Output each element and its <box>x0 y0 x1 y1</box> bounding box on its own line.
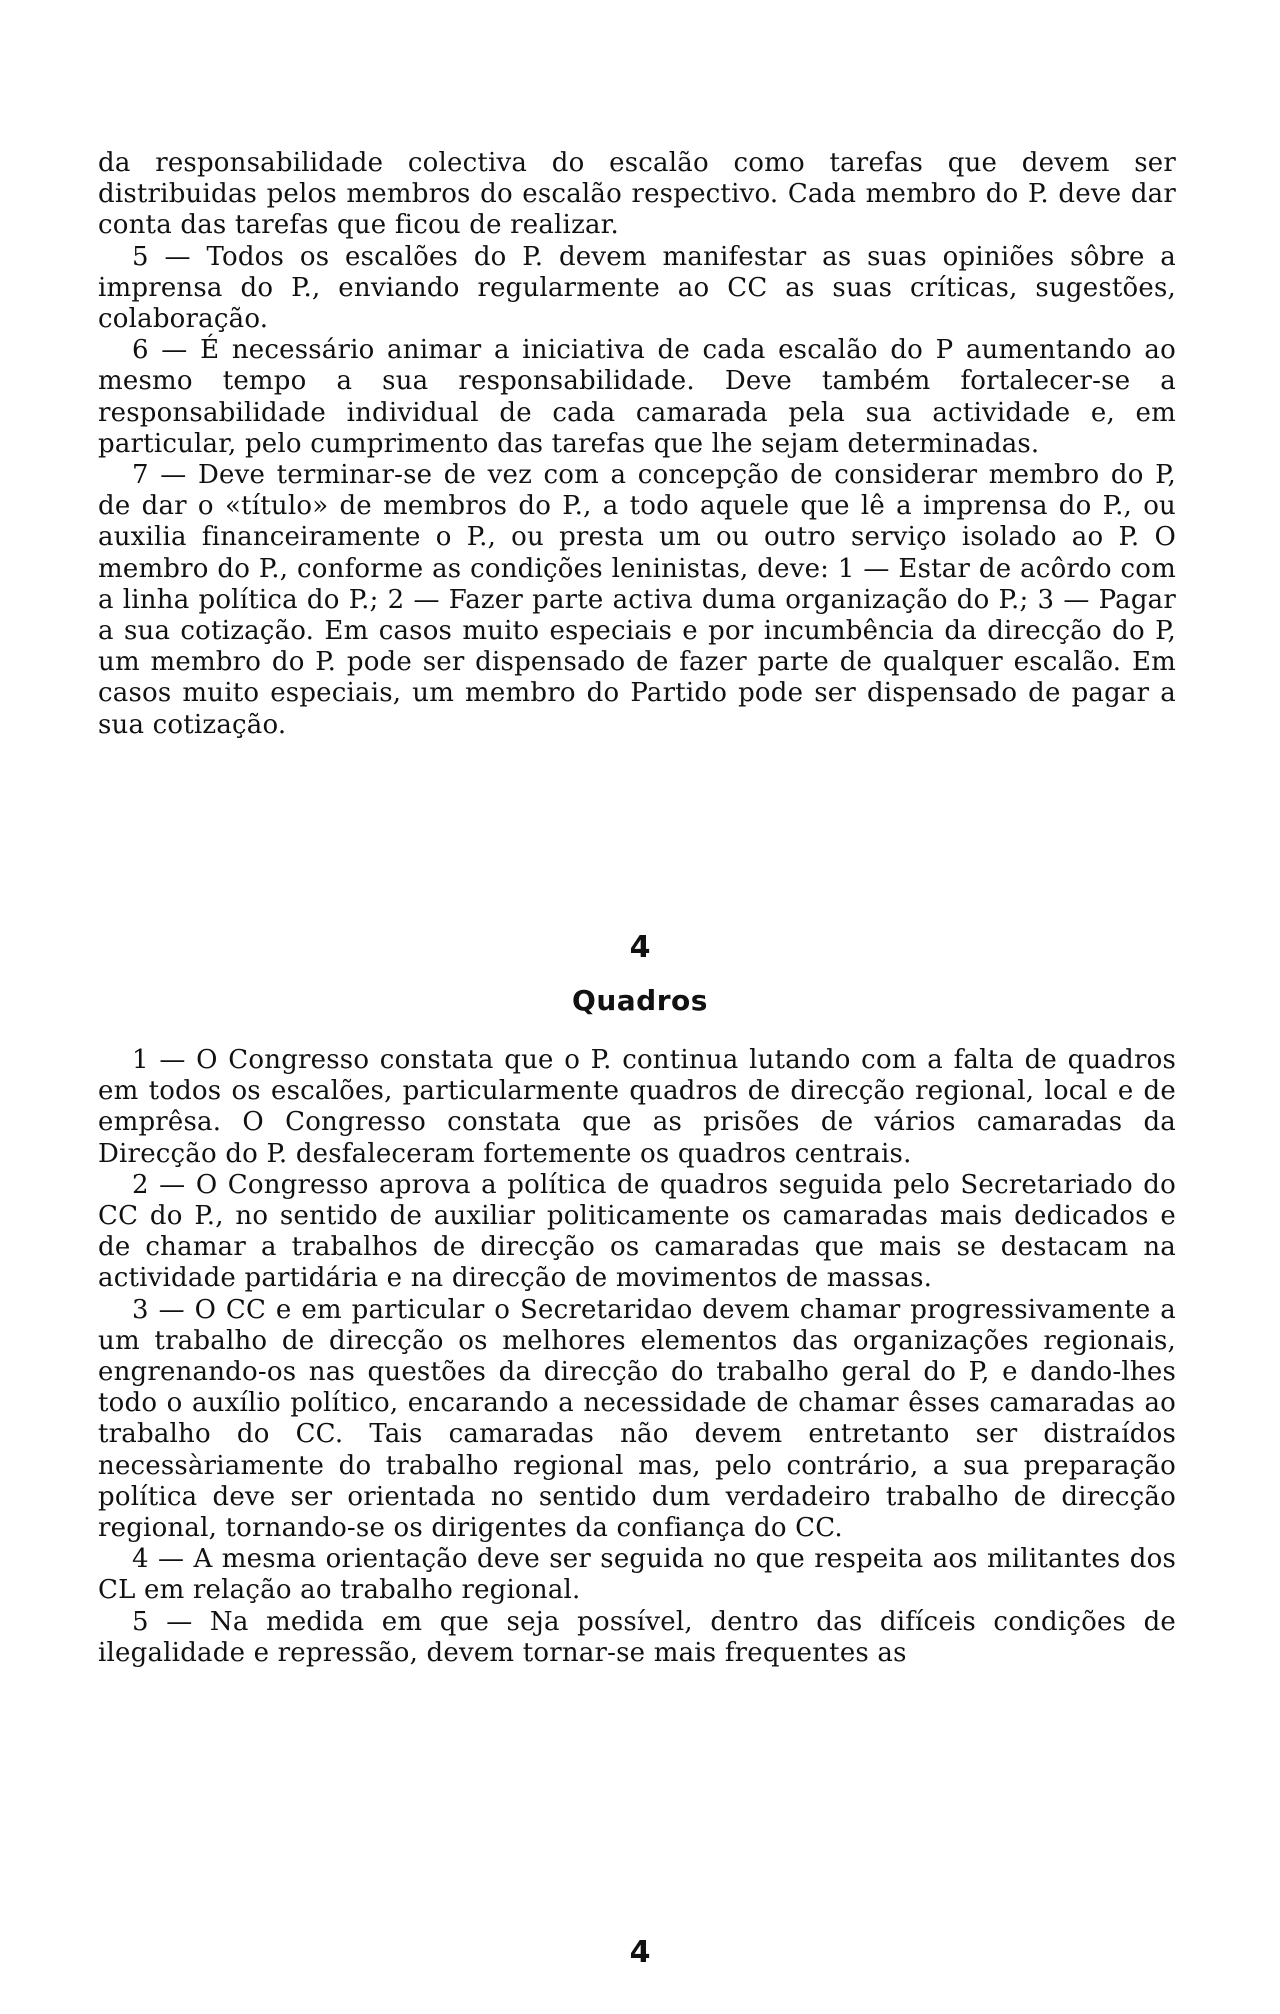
paragraph-quadros-2: 2 — O Congresso aprova a política de quadros seguida pelo Secretariado do CC do P., no sentido de auxiliar politicamente os camaradas mais dedicados e de chamar a trabalhos de direcção os camaradas que mais se destacam na actividade partidária e na direcção de movimentos de massas. <box>98 1169 1176 1294</box>
paragraph-item-5: 5 — Todos os escalões do P. devem manifestar as suas opiniões sôbre a imprensa do P., enviando regularmente ao CC as suas críticas, sugestões, colaboração. <box>98 241 1176 335</box>
paragraph-item-7: 7 — Deve terminar-se de vez com a concepção de considerar membro do P, de dar o «título» de membros do P., a todo aquele que lê a imprensa do P., ou auxilia financeiramente o P., ou presta um ou outro serviço isolado ao P. O membro do P., conforme as condições leninistas, deve: 1 — Estar de acôrdo com a linha política do P.; 2 — Fazer parte activa duma organização do P.; 3 — Pagar a sua cotização. Em casos muito especiais e por incumbência da direcção do P, um membro do P. pode ser dispensado de fazer parte de qualquer escalão. Em casos muito especiais, um membro do Partido pode ser dispensado de pagar a sua cotização. <box>98 460 1176 740</box>
paragraph-continuation: da responsabilidade colectiva do escalão como tarefas que devem ser distribuidas pelos membros do escalão respectivo. Cada membro do P. deve dar conta das tarefas que ficou de realizar. <box>98 148 1176 241</box>
body-text-bottom <box>98 1045 1176 1669</box>
paragraph-quadros-5: 5 — Na medida em que seja possível, dentro das difíceis condições de ilegalidade e repressão, devem tornar-se mais frequentes as <box>98 1606 1176 1668</box>
body-text-top <box>98 148 1176 741</box>
section-title: Quadros <box>572 984 708 1017</box>
paragraph-quadros-1: 1 — O Congresso constata que o P. continua lutando com a falta de quadros em todos os escalões, particularmente quadros de direcção regional, local e de emprêsa. O Congresso constata que as prisões de vários camaradas da Direcção do P. desfaleceram fortemente os quadros centrais. <box>98 1045 1176 1169</box>
section-number: 4 <box>629 930 651 965</box>
page-number: 4 <box>629 1935 651 1970</box>
paragraph-quadros-3: 3 — O CC e em particular o Secretaridao devem chamar progressivamente a um trabalho de direcção os melhores elementos das organizações regionais, engrenando-os nas questões da direcção do trabalho geral do P, e dando-lhes todo o auxílio político, encarando a necessidade de chamar êsses camaradas ao trabalho do CC. Tais camaradas não devem entretanto ser distraídos necessàriamente do trabalho regional mas, pelo contrário, a sua preparação política deve ser orientada no sentido dum verdadeiro trabalho de direcção regional, tornando-se os dirigentes da confiança do CC. <box>98 1294 1176 1544</box>
paragraph-quadros-4: 4 — A mesma orientação deve ser seguida no que respeita aos militantes dos CL em relação ao trabalho regional. <box>98 1544 1176 1606</box>
paragraph-item-6: 6 — É necessário animar a iniciativa de cada escalão do P aumentando ao mesmo tempo a sua responsabilidade. Deve também fortalecer-se a responsabilidade individual de cada camarada pela sua actividade e, em particular, pelo cumprimento das tarefas que lhe sejam determinadas. <box>98 335 1176 459</box>
